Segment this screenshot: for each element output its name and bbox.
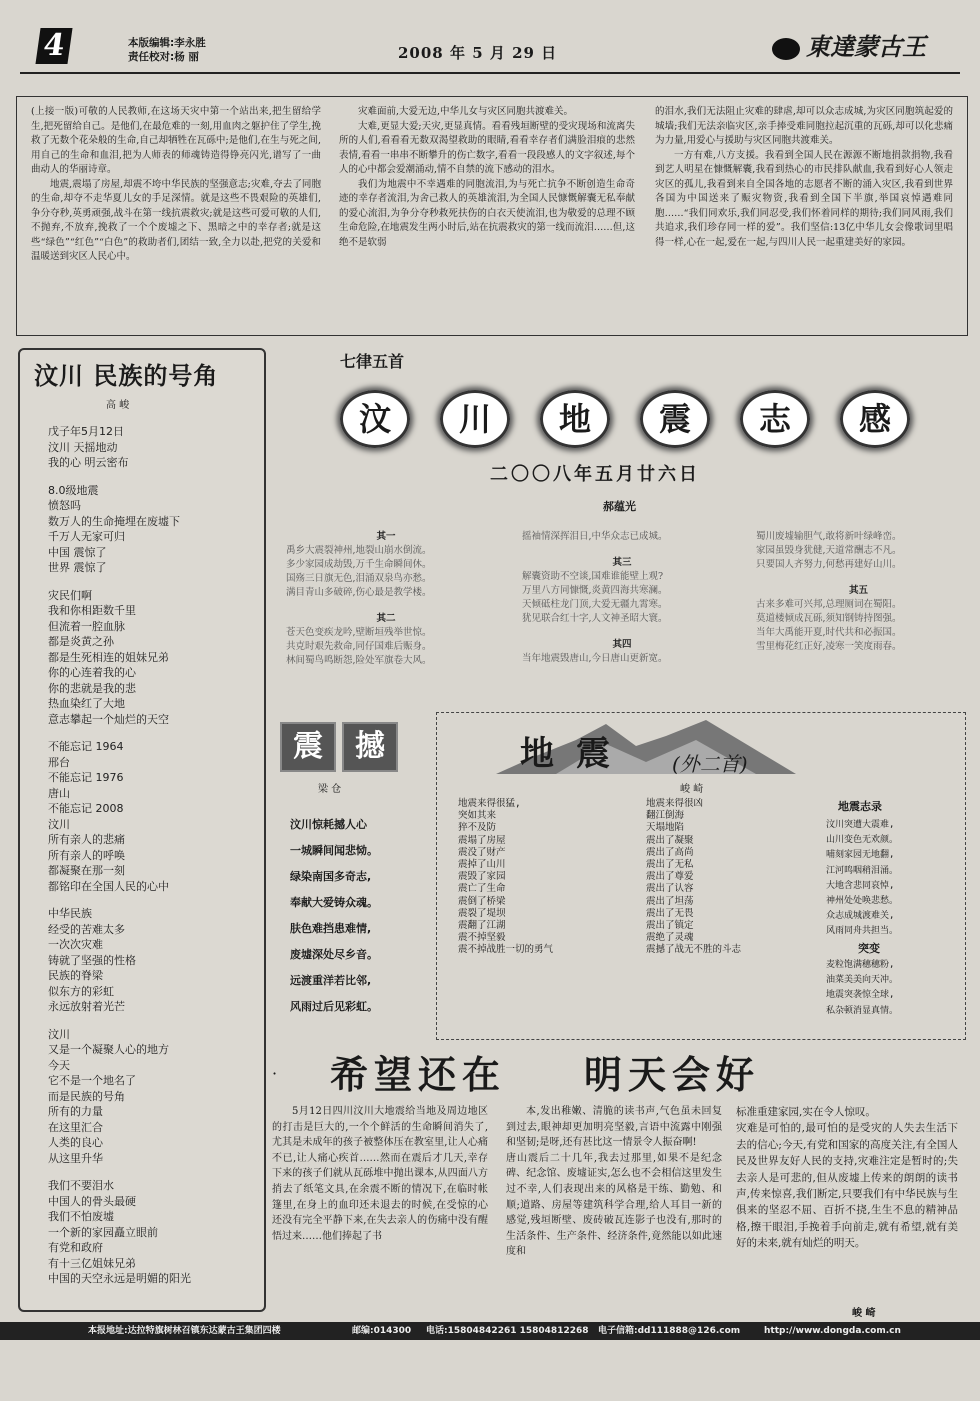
poem-line: 震绝了灵魂	[646, 932, 694, 944]
poem-line: 雪里梅花红正好,凌寒一笑度雨春。	[756, 641, 902, 652]
poem-line: 蜀川废墟输胆气,敢将新叶绿峰峦。	[756, 531, 902, 542]
dizhen-title: 地震	[520, 734, 632, 774]
page-number: 4	[35, 28, 72, 64]
dizhen-col2	[646, 798, 821, 957]
poem-line: 我们不要泪水	[48, 1179, 114, 1192]
poem-line: 万里八方同慷慨,炎黄四海共寒澜。	[522, 585, 668, 596]
poem-line: 绿染南国多奇志,	[290, 870, 372, 883]
poem-line: 震出了无私	[646, 859, 694, 871]
poem-line: 莫道楼倾成瓦砾,须知钢铸持图强。	[756, 613, 902, 624]
poem-line: 解囊资助不空谈,国难谁能壁上观?	[522, 571, 664, 582]
title-circle-char: 志	[740, 390, 810, 448]
poem-line: 都铭印在全国人民的心中	[48, 879, 169, 893]
poem-line: 哺刻家园无地翻,	[826, 850, 895, 861]
poem-line: 在这里汇合	[48, 1120, 103, 1134]
spacer	[286, 600, 486, 612]
top-article-col1	[31, 105, 321, 265]
paragraph: 一方有难,八方支援。我看到全国人民在源源不断地捐款捐物,我看到艺人明星在慷慨解囊,我看到热心的市民排队献血,我看到好心人领走灾区的孤儿,我看到来自全国各地的志愿者不断的涌入灾区,我看到世界各国为中国送来了赈灾物资,我看到全国下半旗,举国哀悼遇难同胞……“我们同欢乐,我们同忍受,我们怀着同样的期待;我们同风雨,我们共追求,我们珍存同一样的爱”。我们坚信:13亿中华儿女会像歌词里唱得一样,心在一起,爱在一起,与四川人民一起重建美好的家园。	[655, 149, 953, 248]
hope-col3: 标准重建家园,实在令人惊叹。 灾难是可怕的,最可怕的是受灾的人失去生活下去的信心;今天,有党和国家的高度关注,有全国人民及世界友好人民的支持,灾难注定是暂时的;失去亲人是可悲的,但从废墟上传来的朗朗的读书声,传来惊喜,我们断定,只要我们有中华民族与生俱来的坚忍不屈、百折不挠,生生不息的精神品格,擦干眼泪,手挽着手向前走,就有希望,就有美好的未来,就有灿烂的明天。	[736, 1106, 958, 1250]
issue-date: 2008 年 5 月 29 日	[398, 44, 558, 62]
poem-line: 震塌了房屋	[458, 834, 506, 846]
dizhen-col3-title: 地震志录	[838, 800, 882, 813]
top-article-col2	[339, 105, 635, 250]
poem-heading: 其四	[612, 639, 632, 650]
poem-line: 震撼了战无不胜的斗志	[646, 944, 742, 956]
poem-line: 一个新的家园矗立眼前	[48, 1225, 158, 1239]
poem-line: 民族的脊梁	[48, 969, 103, 982]
poem-line: 震出了认容	[646, 883, 694, 895]
zhenhan-title-char: 震	[280, 722, 336, 772]
poem-line: 震裂了堤坝	[458, 907, 506, 919]
poem-line: 我们不怕废墟	[48, 1210, 114, 1223]
poem-line: 从这里升华	[48, 1151, 103, 1165]
zhenhan-title-char: 撼	[342, 722, 398, 772]
poem-line: 众志成城渡难关,	[826, 911, 895, 922]
poem-line: 有党和政府	[48, 1241, 103, 1254]
poem-line: 私杂顿消显真情。	[826, 1005, 899, 1016]
poem-heading: 其三	[612, 557, 632, 568]
poem-line: 共克时艰先救命,同仔国难后赈身。	[286, 641, 432, 652]
paragraph: 灾难面前,大爱无边,中华儿女与灾区同胞共渡难关。	[358, 106, 574, 117]
poem-line: 汶川	[48, 1027, 70, 1041]
dizhen-author: 峻 崎	[680, 784, 704, 795]
poem-line: 今天	[48, 1058, 70, 1072]
poem-line: 震不掉坚毅	[458, 932, 506, 944]
sidebar-poem-author: 高 峻	[106, 400, 130, 411]
poem-line: 汶川	[48, 817, 70, 831]
top-article-col3	[655, 105, 953, 250]
poem-line: 我和你相距数千里	[48, 604, 136, 617]
poem-heading: 其二	[376, 613, 396, 624]
spacer	[48, 727, 191, 739]
hope-col2: 本,发出稚嫩、清脆的读书声,气色虽未回复到过去,眼神却更加明亮坚毅,言语中流露中刚强和坚韧;是呀,还有甚比这一情景令人振奋啊! 唐山震后二十几年,我去过那里,如果不是纪念碑、纪念馆、废墟证实,怎么也不会相信这里发生过不幸,人们表现出来的风格是干练、勤勉、和顺;道路、房屋等建筑科学合理,给人耳目一新的感觉,残垣断壁、废砖破瓦连影子也没有,那时的生活条件、生产条件、经济条件,竟然能以如此速度和	[506, 1106, 722, 1258]
spacer	[48, 894, 191, 906]
poem-line: 永远放射着光芒	[48, 1000, 125, 1013]
poem-line: 远渡重洋若比邻,	[290, 974, 372, 987]
poem-line: 震掉了山川	[458, 859, 506, 871]
hope-col1: 5月12日四川汶川大地震给当地及周边地区的打击是巨大的,一个个鲜活的生命瞬间消失了,尤其是未成年的孩子被整体压在教室里,让人心痛不已,让人痛心疾首……然而在震后才几天,幸存下来的孩子们就从瓦砾堆中抛出课本,从四面八方捎去了纸笔文具,在余震不断的情况下,在临时帐篷里,在身上的血印还未退去的时候,在受惊的心还没有完全平静下来,在失去亲人的伤痛中没有醒悟过来……他们捧起了书	[272, 1106, 488, 1242]
poem-line: 震倒了桥梁	[458, 895, 506, 907]
dizhen-subtitle: (外二首)	[672, 752, 748, 776]
poem-line: 禹乡大震裂神州,地裂山崩水倒流。	[286, 545, 432, 556]
poem-line: 你的悲就是我的悲	[48, 681, 136, 695]
poem-line: 人类的良心	[48, 1136, 103, 1149]
sidebar-poem-lines	[48, 424, 191, 1287]
spacer	[48, 471, 191, 483]
spacer	[48, 1166, 191, 1178]
header-rule	[20, 72, 960, 74]
poem-line: 所有亲人的呼唤	[48, 848, 125, 862]
poem-line: 一城瞬间闻悲恸。	[290, 844, 378, 857]
poem-line: 地震来得很猛,	[458, 798, 521, 809]
poems-title	[340, 390, 920, 454]
proofreader-line: 责任校对:杨 丽	[128, 51, 199, 63]
poem-line: 一次次灾难	[48, 938, 103, 951]
poem-line: 震出了高尚	[646, 846, 694, 858]
dizhen-col4	[826, 958, 952, 1019]
paragraph: (上接一版)可敬的人民教师,在这场天灾中第一个站出来,把生留给学生,把死留给自己。是他们,在最危难的一刻,用血肉之躯护住了学生,挽救了无数个花朵般的生命,自己却牺牲在瓦砾中;是他们,在生与死之间,用自己的生命和血泪,把为人师表的师魂铸造得铮亮闪光,谱写了一曲曲动人的华丽诗章。	[31, 106, 321, 175]
hope-title-left: 希望还在	[330, 1053, 507, 1097]
poem-line: 但流着一腔血脉	[48, 619, 125, 633]
dizhen-col1	[458, 798, 633, 957]
poem-line: 家园虽毁身犹健,天道常酬志不凡。	[756, 545, 902, 556]
poem-line: 数万人的生命掩埋在废墟下	[48, 514, 180, 528]
poem-line: 油菜美美向天冲。	[826, 975, 899, 986]
poem-line: 铸就了坚强的性格	[48, 953, 136, 967]
horse-logo-icon	[772, 38, 800, 60]
title-circle-char: 地	[540, 390, 610, 448]
poem-line: 山川变色无欢颜。	[826, 835, 899, 846]
poem-line: 不能忘记 1976	[48, 771, 124, 784]
poem-line: 震不掉战胜一切的勇气	[458, 944, 554, 956]
poem-line: 废墟深处尽乡音。	[290, 948, 378, 961]
poem-line: 震翻了江湖	[458, 920, 506, 932]
spacer	[48, 1015, 191, 1027]
brand-logo	[772, 32, 926, 62]
spacer	[48, 576, 191, 588]
poem-line: 汶川 天摇地动	[48, 440, 118, 454]
poem-line: 震出了凝聚	[646, 834, 694, 846]
poem-line: 所有的力量	[48, 1105, 103, 1118]
poems-col1	[286, 530, 486, 668]
paragraph: 大难,更显大爱;天灾,更显真情。看看残垣断壁的受灾现场和流离失所的人们,看看看无数双渴望救助的眼睛,看看幸存者们满脸泪痕的悲然表情,看看一串串不断攀升的伤亡数字,看看一段段感人的文字叙述,每个人的心中都会爱潮涌动,情不自禁的流下感动的泪水。	[339, 120, 635, 175]
poem-line: 大地含悲同哀悼,	[826, 880, 895, 891]
footer-website: http://www.dongda.com.cn	[764, 1326, 901, 1336]
poem-line: 江河鸣咽稍泪涌。	[826, 865, 899, 876]
poem-line: 世界 震惊了	[48, 561, 107, 574]
top-article-box	[16, 96, 968, 336]
poem-line: 只要国人齐努力,何愁再建好山川。	[756, 559, 902, 570]
poem-line: 犹见联合红十字,人文神圣昭大寰。	[522, 613, 668, 624]
poem-line: 中国 震惊了	[48, 545, 107, 559]
poem-line: 唐山	[48, 786, 70, 800]
poem-line: 古来多难可兴邦,总理厕词在蜀阳。	[756, 599, 902, 610]
poem-line: 突如其来	[458, 810, 497, 822]
poem-line: 奉献大爱铸众魂。	[290, 896, 378, 909]
hope-title	[330, 1052, 760, 1098]
poem-line: 天倾砥柱龙门顶,大爱无疆九霄寒。	[522, 599, 668, 610]
poem-line: 愤怒吗	[48, 499, 81, 512]
poem-line: 林间蜀鸟鸣断怨,险处军旗卷大风。	[286, 655, 432, 666]
poem-line: 当年地震毁唐山,今日唐山更新宽。	[522, 653, 668, 664]
poem-line: 风雨同舟共担当。	[826, 926, 899, 937]
poems-tag: 七律五首	[340, 352, 405, 371]
editor-line: 本版编辑:李永胜	[128, 37, 206, 49]
poem-line: 当年大禹能开夏,时代共和必振国。	[756, 627, 902, 638]
zhenhan-lines	[290, 812, 378, 1020]
poem-line: 震出了坦荡	[646, 895, 694, 907]
dizhen-col4-title: 突变	[858, 942, 880, 955]
sidebar-poem-title: 汶川 民族的号角	[34, 362, 219, 390]
poem-line: 猝不及防	[458, 822, 497, 834]
poem-line: 而是民族的号角	[48, 1089, 125, 1103]
poem-line: 摇袖情深挥泪日,中华众志已成城。	[522, 531, 668, 542]
poem-line: 国殇三日旗无色,泪涌双泉鸟亦愁。	[286, 573, 432, 584]
dot-decoration: ·	[272, 1064, 278, 1083]
poem-line: 邢台	[48, 755, 70, 769]
poem-line: 有十三亿姐妹兄弟	[48, 1256, 136, 1270]
footer-email: 电子信箱:dd111888@126.com	[598, 1326, 741, 1336]
poems-date: 二〇〇八年五月廿六日	[490, 464, 700, 485]
title-circle-char: 川	[440, 390, 510, 448]
poem-line: 都是炎黄之孙	[48, 635, 114, 648]
poem-line: 神州处处唤悲愁。	[826, 896, 899, 907]
poem-line: 汶川惊耗撼人心	[290, 818, 367, 831]
poem-line: 你的心连着我的心	[48, 666, 136, 679]
poem-line: 它不是一个地名了	[48, 1074, 136, 1087]
poem-line: 8.0级地震	[48, 483, 99, 497]
poem-line: 天塌地陷	[646, 822, 685, 834]
poem-line: 意志攀起一个灿烂的天空	[48, 712, 169, 726]
zhenhan-author: 梁 仓	[318, 784, 342, 795]
paragraph: 我们为地震中不幸遇难的同胞流泪,为与死亡抗争不断创造生命奇迹的幸存者流泪,为舍己救人的英雄流泪,为全国人民慷慨解囊无私奉献的爱心流泪,为争分夺秒救死扶伤的白衣天使流泪,也为敬爱的总理不顾生命危险,在地震发生两小时后,站在抗震救灾的第一线而流泪……但,这绝不是软弱	[339, 178, 635, 248]
dizhen-col3	[826, 818, 952, 940]
sidebar-poem	[18, 348, 266, 1312]
poem-line: 汶川突遭大震难,	[826, 820, 895, 830]
poems-col3	[756, 530, 961, 654]
paragraph: 地震,震塌了房屋,却震不垮中华民族的坚强意志;灾难,夺去了同胞的生命,却夺不走华夏儿女的手足深情。就是这些不畏艰险的英雄们,争分夺秒,英勇顽强,战斗在第一线抗震救灾;就是这些可爱可敬的人们,不抛弃,不放弃,挽救了一个个废墟之下、黑暗之中的幸存者;就是这些“绿色”“红色”“白色”的救助者们,团结一致,全力以赴,把党的关爱和温暖送到灾区人民心中。	[31, 178, 321, 262]
poem-line: 震出了镇定	[646, 920, 694, 932]
poem-line: 经受的苦难太多	[48, 922, 125, 936]
poem-line: 苍天色变疾龙吟,壁断垣残举世惊。	[286, 627, 432, 638]
poem-line: 翻江倒海	[646, 810, 685, 822]
poem-line: 都凝聚在那一刻	[48, 864, 125, 877]
poem-line: 灾民们啊	[48, 588, 92, 602]
poem-line: 热血染红了大地	[48, 697, 125, 710]
poem-line: 肤色难挡患难情,	[290, 922, 372, 935]
poem-line: 震出了无畏	[646, 907, 694, 919]
title-circle-char: 震	[640, 390, 710, 448]
spacer	[522, 544, 722, 556]
poem-line: 震亡了生命	[458, 883, 506, 895]
poem-line: 都是生死相连的姐妹兄弟	[48, 650, 169, 664]
poem-line: 不能忘记 2008	[48, 802, 124, 815]
editor-credits	[128, 36, 206, 64]
footer-phone: 电话:15804842261 15804812268	[426, 1326, 589, 1336]
poems-col2	[522, 530, 722, 666]
poem-line: 风雨过后见彩虹。	[290, 1000, 378, 1013]
poem-line: 多少家园成劫毁,万千生命瞬间休。	[286, 559, 432, 570]
poem-line: 震没了财产	[458, 846, 506, 858]
footer-address: 本报地址:达拉特旗树林召镇东达蒙古王集团四楼	[88, 1326, 281, 1336]
title-circle-char: 汶	[340, 390, 410, 448]
footer-bar	[0, 1322, 980, 1340]
poem-line: 不能忘记 1964	[48, 740, 124, 753]
poem-line: 震出了尊爱	[646, 871, 694, 883]
poem-line: 地震突袭惊全球,	[826, 990, 895, 1001]
hope-title-right: 明天会好	[584, 1053, 761, 1097]
poem-line: 千万人无家可归	[48, 530, 125, 543]
poem-line: 中国的天空永远是明媚的阳光	[48, 1272, 191, 1285]
poem-line: 我的心 明云密布	[48, 456, 129, 469]
poems-author: 郝蕴光	[603, 500, 636, 513]
zhenhan-title	[280, 722, 405, 770]
title-circle-char: 感	[840, 390, 910, 448]
footer-postcode: 邮编:014300	[352, 1326, 412, 1336]
poem-line: 戊子年5月12日	[48, 425, 124, 438]
paragraph: 的泪水,我们无法阻止灾难的肆虐,却可以众志成城,为灾区同胞筑起爱的城墙;我们无法亲临灾区,亲手捧受难同胞拉起沉重的瓦砾,却可以化悲痛为力量,用爱心与援助与灾区同胞共渡难关。	[655, 106, 953, 146]
poem-heading: 其一	[376, 531, 396, 542]
brand-name: 東達蒙古王	[806, 32, 926, 61]
poem-line: 又是一个凝聚人心的地方	[48, 1043, 169, 1056]
poem-line: 麦粒饱满穗穗粉,	[826, 960, 895, 970]
poem-line: 震毁了家园	[458, 871, 506, 883]
poem-line: 中华民族	[48, 907, 92, 920]
poem-line: 地震来得很凶	[646, 798, 704, 809]
spacer	[756, 572, 961, 584]
poem-line: 中国人的骨头最硬	[48, 1194, 136, 1208]
hope-author: 峻 崎	[852, 1308, 876, 1319]
poem-heading: 其五	[848, 585, 868, 596]
spacer	[522, 626, 722, 638]
poem-line: 似东方的彩虹	[48, 984, 114, 998]
poem-line: 所有亲人的悲痛	[48, 833, 125, 846]
poem-line: 满目青山多破碎,伤心最是教学楼。	[286, 587, 432, 598]
